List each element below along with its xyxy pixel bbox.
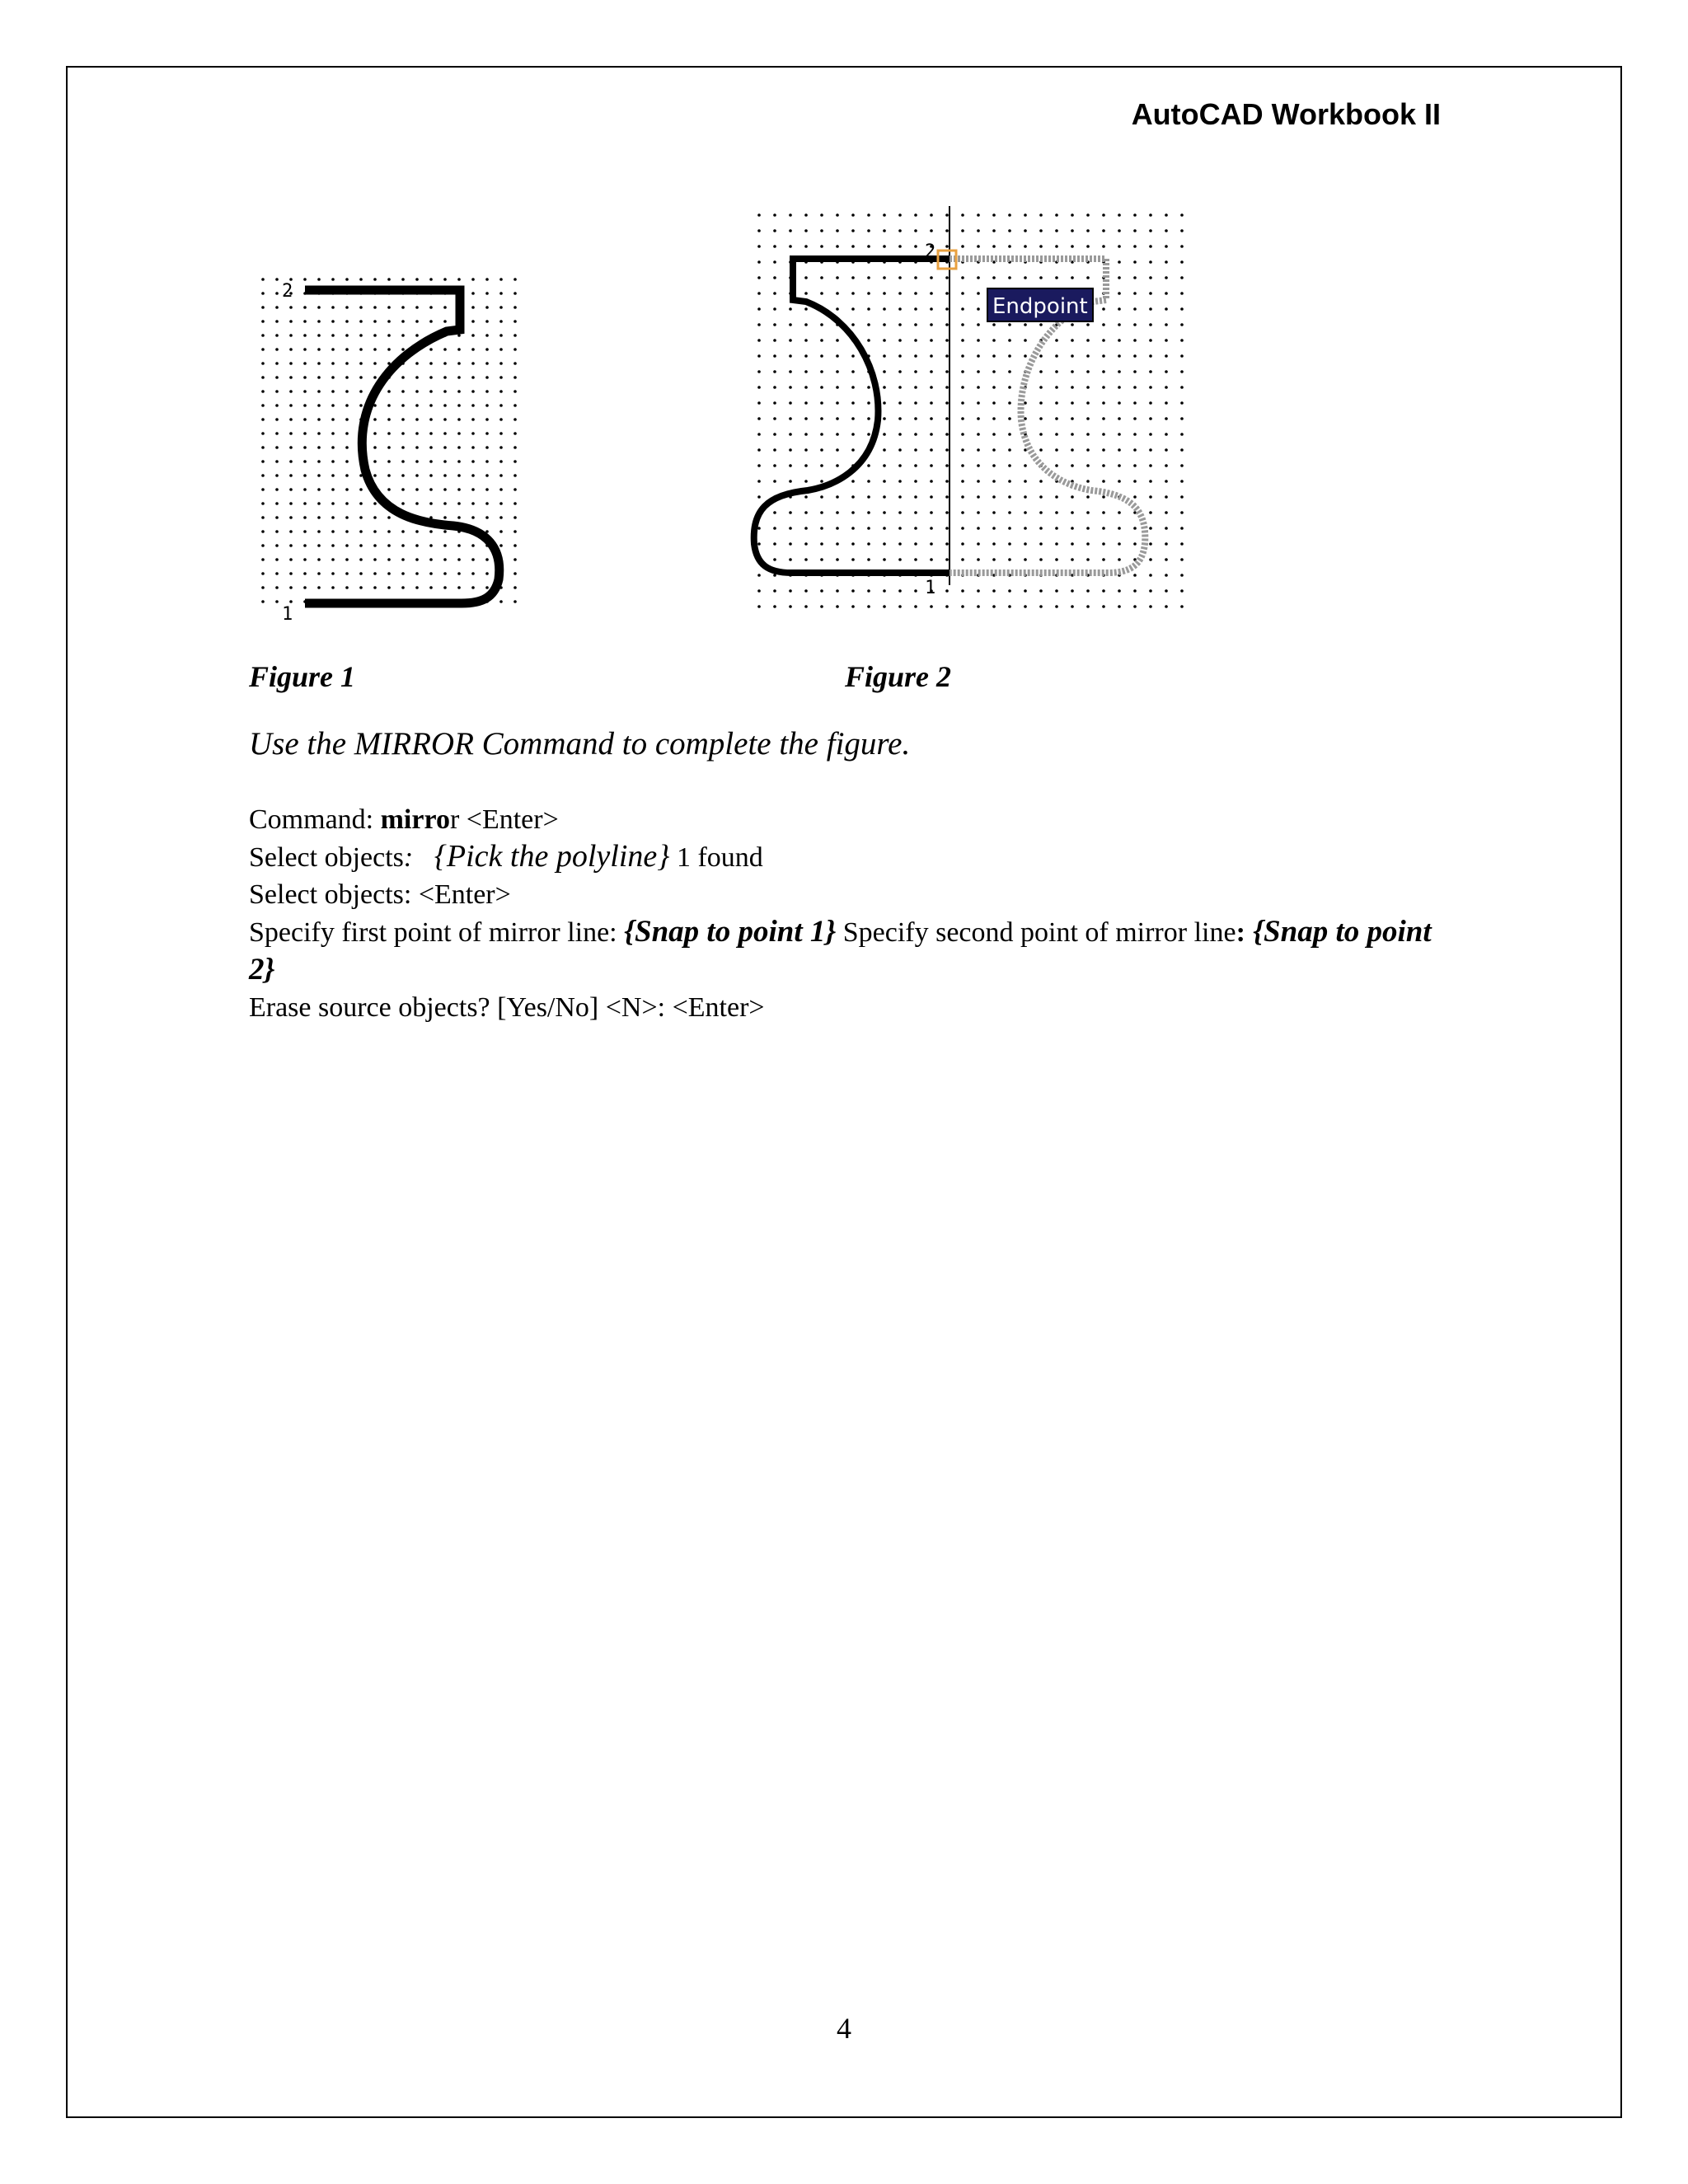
text: r bbox=[449, 804, 460, 835]
text: Specify first point of mirror line: bbox=[249, 917, 625, 948]
drawing-grid bbox=[260, 272, 519, 610]
point-label-1: 1 bbox=[282, 604, 293, 625]
drawing-grid bbox=[748, 201, 1189, 617]
point-label-2: 2 bbox=[282, 281, 293, 302]
text: : bbox=[403, 842, 414, 873]
user-action: {Snap to point 2} bbox=[249, 915, 1432, 987]
text: Specify second point of mirror line bbox=[836, 917, 1236, 948]
text: : bbox=[1236, 917, 1245, 948]
text: <Enter> bbox=[459, 804, 559, 835]
command-keyword: mirro bbox=[380, 804, 450, 835]
figure-2-drawing bbox=[742, 198, 1195, 626]
text: Select objects bbox=[249, 842, 404, 873]
point-label-1: 1 bbox=[925, 578, 936, 598]
user-action: {Snap to point 1} bbox=[624, 915, 837, 949]
command-line-5: Erase source objects? [Yes/No] <N>: <Enter> bbox=[249, 992, 765, 1023]
instruction-text: Use the MIRROR Command to complete the figure. bbox=[249, 726, 911, 762]
text: 1 found bbox=[669, 842, 763, 873]
command-line-3: Select objects: <Enter> bbox=[249, 879, 511, 910]
figure-1-caption: Figure 1 bbox=[249, 660, 356, 693]
command-sequence bbox=[249, 801, 1444, 1026]
page-number: 4 bbox=[837, 2012, 851, 2045]
figure-2-caption: Figure 2 bbox=[845, 660, 952, 693]
figure-1-drawing bbox=[247, 264, 528, 626]
endpoint-tooltip-text: Endpoint bbox=[992, 294, 1088, 319]
user-action: {Pick the polyline} bbox=[434, 839, 670, 874]
command-line-2 bbox=[249, 838, 1444, 876]
text: Command: bbox=[249, 804, 381, 835]
point-label-2: 2 bbox=[925, 241, 936, 262]
command-line-4 bbox=[249, 913, 1444, 989]
header-title: AutoCAD Workbook II bbox=[1131, 97, 1441, 131]
command-line-1 bbox=[249, 801, 1444, 838]
